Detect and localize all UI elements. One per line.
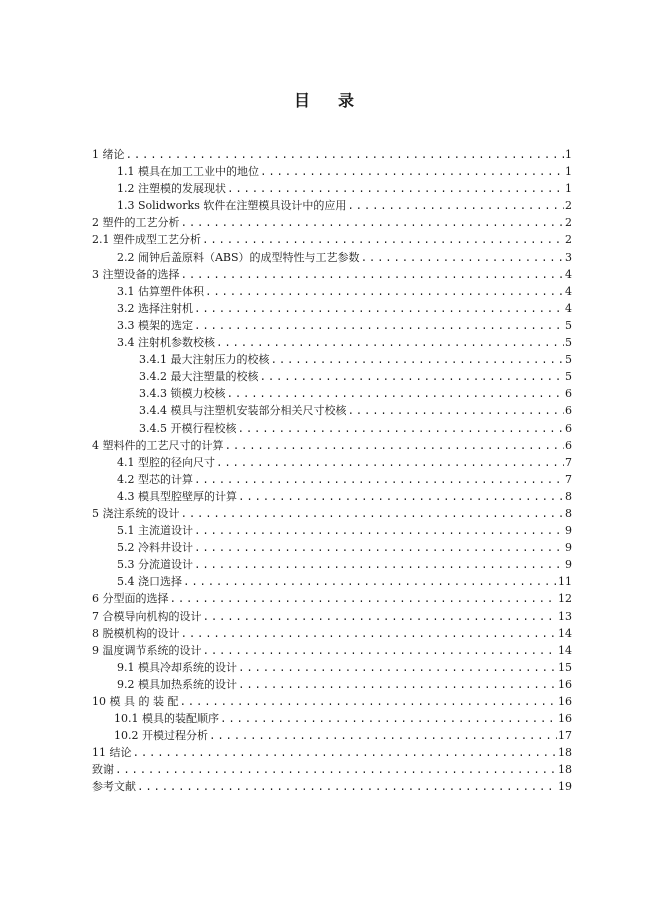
toc-entry-label: 3.4.5 开模行程校核 [139,421,237,435]
toc-entry-page-number: 9 [565,524,572,538]
toc-entry[interactable] [92,778,572,795]
toc-entry-label: 6 分型面的选择 [92,592,169,606]
toc-entry-page-number: 6 [565,404,572,418]
toc-dot-leader [137,778,557,797]
toc-entry-page-number: 1 [565,165,572,179]
toc-entry-page-number: 17 [558,729,572,743]
toc-entry-label: 4.2 型芯的计算 [117,472,193,486]
toc-entry-label: 9.1 模具冷却系统的设计 [117,660,237,674]
toc-entry-page-number: 2 [565,199,572,213]
toc-entry[interactable] [92,642,572,659]
toc-entry-label: 1.3 Solidworks 软件在注塑模具设计中的应用 [117,199,347,213]
toc-entry-page-number: 5 [565,318,572,332]
toc-entry[interactable] [92,505,572,522]
toc-entry-page-number: 8 [565,506,572,520]
toc-entry-label: 3.3 模架的选定 [117,318,193,332]
toc-entry-label: 2.2 闹钟后盖原料（ABS）的成型特性与工艺参数 [117,250,360,264]
toc-entry[interactable] [92,710,572,727]
toc-entry-page-number: 16 [558,677,572,691]
toc-entry-page-number: 7 [565,472,572,486]
toc-entry[interactable] [92,402,572,419]
toc-entry-label: 1.1 模具在加工工业中的地位 [117,165,259,179]
toc-entry-label: 3.1 估算塑件体积 [117,284,204,298]
toc-entry-label: 5.2 冷料井设计 [117,541,193,555]
toc-entry-label: 10.2 开模过程分析 [114,729,208,743]
toc-entry[interactable] [92,556,572,573]
toc-entry[interactable] [92,317,572,334]
toc-entry-label: 3.4 注射机参数校核 [117,336,215,350]
toc-entry-label: 5.1 主流道设计 [117,524,193,538]
toc-entry-label: 致谢 [92,763,114,777]
table-of-contents [92,146,572,796]
toc-entry-label: 3.4.4 模具与注塑机安装部分相关尺寸校核 [139,404,347,418]
toc-entry-label: 1 绪论 [92,148,125,161]
toc-entry-label: 2.1 塑件成型工艺分析 [92,233,201,247]
toc-entry-page-number: 4 [565,301,572,315]
toc-entry-page-number: 7 [565,455,572,469]
toc-entry-page-number: 5 [565,370,572,384]
toc-entry-label: 1.2 注塑模的发展现状 [117,182,226,196]
toc-entry-label: 5.4 浇口选择 [117,575,182,589]
toc-entry[interactable] [92,334,572,351]
toc-entry-label: 9.2 模具加热系统的设计 [117,677,237,691]
toc-entry-label: 3 注塑设备的选择 [92,267,180,281]
toc-entry[interactable] [92,727,572,744]
toc-entry-page-number: 3 [565,250,572,264]
toc-entry-label: 9 温度调节系统的设计 [92,643,202,657]
toc-entry-page-number: 19 [558,780,572,794]
toc-entry-page-number: 4 [565,284,572,298]
toc-entry-page-number: 14 [558,626,572,640]
toc-entry-page-number: 8 [565,489,572,503]
toc-entry[interactable] [92,385,572,402]
toc-entry-page-number: 6 [565,387,572,401]
toc-entry[interactable] [92,454,572,471]
toc-entry[interactable] [92,590,572,607]
toc-entry-page-number: 18 [558,763,572,777]
toc-entry-label: 3.4.2 最大注塑量的校核 [139,370,259,384]
toc-entry[interactable] [92,522,572,539]
toc-entry-label: 11 结论 [92,746,132,760]
toc-entry-page-number: 13 [558,609,572,623]
toc-entry-label: 4 塑料件的工艺尺寸的计算 [92,438,224,452]
toc-entry-page-number: 16 [558,712,572,726]
toc-entry-page-number: 14 [558,643,572,657]
toc-entry-page-number: 11 [558,575,572,589]
toc-entry-label: 参考文献 [92,780,136,794]
toc-entry[interactable] [92,420,572,437]
toc-entry-label: 3.2 选择注射机 [117,301,193,315]
toc-entry[interactable] [92,608,572,625]
toc-entry-page-number: 12 [558,592,572,606]
toc-entry-label: 3.4.1 最大注射压力的校核 [139,353,270,367]
toc-entry[interactable] [92,146,572,163]
toc-entry[interactable] [92,676,572,693]
toc-entry-label: 2 塑件的工艺分析 [92,216,180,230]
toc-entry[interactable] [92,300,572,317]
toc-entry[interactable] [92,283,572,300]
toc-entry-page-number: 5 [565,336,572,350]
toc-entry[interactable] [92,351,572,368]
toc-entry-label: 10.1 模具的装配顺序 [114,712,219,726]
toc-entry[interactable] [92,471,572,488]
toc-entry[interactable] [92,488,572,505]
toc-entry[interactable] [92,197,572,214]
toc-entry[interactable] [92,249,572,266]
toc-entry-label: 8 脱模机构的设计 [92,626,180,640]
toc-entry[interactable] [92,163,572,180]
toc-entry-page-number: 6 [565,421,572,435]
toc-entry-label: 5 浇注系统的设计 [92,506,180,520]
toc-entry-page-number: 1 [565,148,572,161]
toc-entry-page-number: 9 [565,558,572,572]
toc-entry[interactable] [92,693,572,710]
title-char-1: 目 [293,91,312,110]
toc-entry-label: 7 合模导向机构的设计 [92,609,202,623]
toc-entry-page-number: 2 [565,216,572,230]
toc-entry[interactable] [92,573,572,590]
page-title [0,88,650,111]
toc-entry-page-number: 9 [565,541,572,555]
toc-entry-page-number: 1 [565,182,572,196]
toc-entry[interactable] [92,180,572,197]
toc-entry-label: 5.3 分流道设计 [117,558,193,572]
toc-entry-label: 4.1 型腔的径向尺寸 [117,455,215,469]
toc-entry-page-number: 5 [565,353,572,367]
toc-entry[interactable] [92,368,572,385]
toc-entry[interactable] [92,437,572,454]
toc-entry[interactable] [92,744,572,761]
toc-entry-page-number: 16 [558,695,572,708]
toc-entry[interactable] [92,659,572,676]
toc-entry[interactable] [92,761,572,778]
toc-entry-page-number: 6 [565,438,572,452]
toc-entry[interactable] [92,539,572,556]
toc-entry-page-number: 18 [558,746,572,760]
toc-entry[interactable] [92,625,572,642]
toc-entry-page-number: 4 [565,267,572,281]
toc-entry-label: 10 模 具 的 装 配 [92,695,179,708]
toc-entry[interactable] [92,231,572,248]
title-char-2: 录 [338,91,357,110]
toc-entry-page-number: 15 [558,660,572,674]
toc-entry-label: 4.3 模具型腔壁厚的计算 [117,489,237,503]
toc-entry[interactable] [92,266,572,283]
toc-entry[interactable] [92,214,572,231]
toc-entry-page-number: 2 [565,233,572,247]
toc-entry-label: 3.4.3 锁模力校核 [139,387,226,401]
